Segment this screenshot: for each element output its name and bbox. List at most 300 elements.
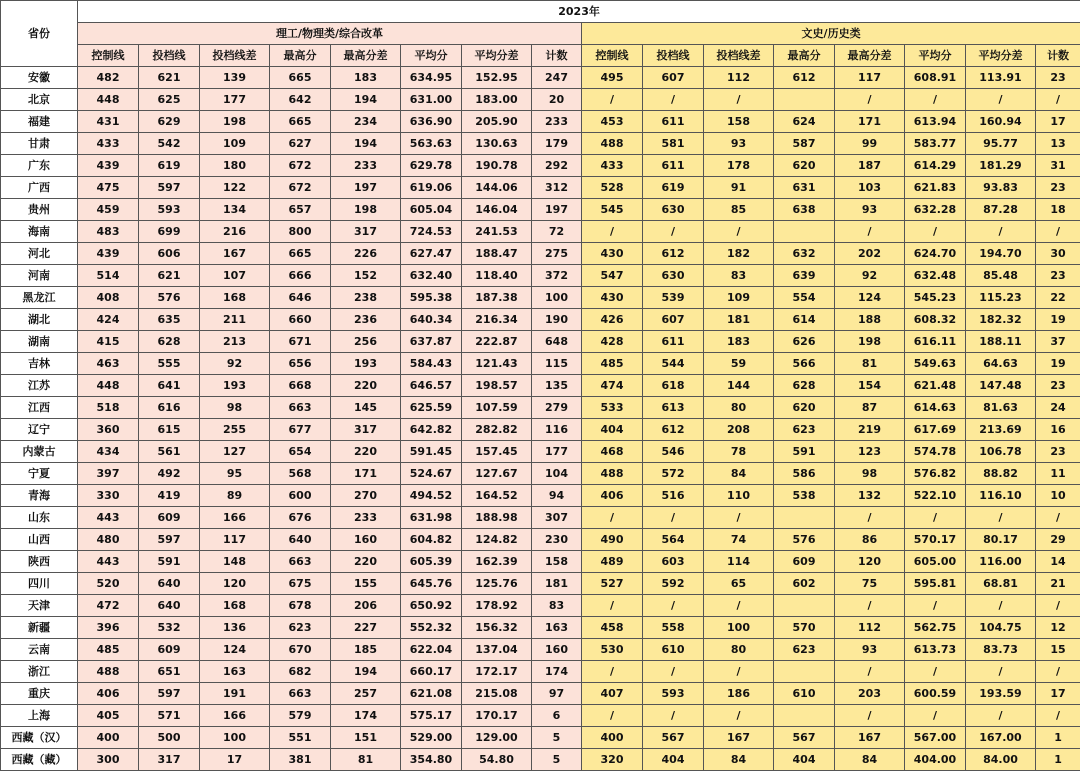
arts-value-cell: 453: [582, 111, 643, 133]
arts-value-cell: 621.83: [905, 177, 966, 199]
science-value-cell: 137.04: [462, 639, 532, 661]
science-value-cell: 650.92: [401, 595, 462, 617]
science-value-cell: 222.87: [462, 331, 532, 353]
table-row: [1, 133, 1080, 155]
arts-value-cell: 19: [1036, 309, 1080, 331]
arts-value-cell: 613.94: [905, 111, 966, 133]
arts-value-cell: 59: [704, 353, 774, 375]
arts-value-cell: 593: [643, 683, 704, 705]
science-value-cell: 109: [200, 133, 270, 155]
arts-value-cell: 623: [774, 639, 835, 661]
science-value-cell: 439: [78, 155, 139, 177]
arts-value-cell: /: [643, 595, 704, 617]
arts-value-cell: 160.94: [966, 111, 1036, 133]
arts-value-cell: 614.63: [905, 397, 966, 419]
science-value-cell: 188.47: [462, 243, 532, 265]
table-row: [1, 353, 1080, 375]
arts-value-cell: 80: [704, 397, 774, 419]
arts-value-cell: 23: [1036, 265, 1080, 287]
arts-value-cell: [774, 221, 835, 243]
science-value-cell: 129.00: [462, 727, 532, 749]
science-value-cell: 257: [331, 683, 401, 705]
science-value-cell: 234: [331, 111, 401, 133]
science-value-cell: 576: [139, 287, 200, 309]
science-value-cell: 640: [139, 595, 200, 617]
arts-value-cell: 614.29: [905, 155, 966, 177]
science-value-cell: 220: [331, 551, 401, 573]
province-cell: 山东: [1, 507, 78, 529]
arts-value-cell: /: [966, 507, 1036, 529]
arts-value-cell: 617.69: [905, 419, 966, 441]
arts-value-cell: 544: [643, 353, 704, 375]
arts-value-cell: 620: [774, 397, 835, 419]
arts-value-cell: 78: [704, 441, 774, 463]
arts-value-cell: 623: [774, 419, 835, 441]
column-header-row: [1, 45, 1080, 67]
science-value-cell: 174: [532, 661, 582, 683]
science-value-cell: 593: [139, 199, 200, 221]
science-value-cell: 130.63: [462, 133, 532, 155]
year-row: [1, 1, 1080, 23]
science-value-cell: 615: [139, 419, 200, 441]
science-value-cell: 193: [331, 353, 401, 375]
science-value-cell: 145: [331, 397, 401, 419]
arts-value-cell: 124: [835, 287, 905, 309]
science-value-cell: 621.08: [401, 683, 462, 705]
table-row: [1, 287, 1080, 309]
science-value-cell: 6: [532, 705, 582, 727]
science-value-cell: 448: [78, 375, 139, 397]
arts-column-header: 投档线: [643, 45, 704, 67]
science-column-header: 计数: [532, 45, 582, 67]
science-value-cell: 645.76: [401, 573, 462, 595]
science-value-cell: 160: [331, 529, 401, 551]
arts-value-cell: [774, 705, 835, 727]
science-value-cell: 433: [78, 133, 139, 155]
science-value-cell: 213: [200, 331, 270, 353]
arts-value-cell: 203: [835, 683, 905, 705]
science-value-cell: 292: [532, 155, 582, 177]
arts-value-cell: /: [643, 89, 704, 111]
science-value-cell: 591: [139, 551, 200, 573]
arts-value-cell: 564: [643, 529, 704, 551]
arts-value-cell: 68.81: [966, 573, 1036, 595]
table-row: [1, 529, 1080, 551]
science-value-cell: 606: [139, 243, 200, 265]
science-value-cell: 671: [270, 331, 331, 353]
table-row: [1, 683, 1080, 705]
arts-value-cell: 567: [643, 727, 704, 749]
science-value-cell: 676: [270, 507, 331, 529]
arts-value-cell: 99: [835, 133, 905, 155]
arts-value-cell: /: [704, 89, 774, 111]
arts-value-cell: 527: [582, 573, 643, 595]
arts-value-cell: 83.73: [966, 639, 1036, 661]
arts-value-cell: 83: [704, 265, 774, 287]
arts-value-cell: 545.23: [905, 287, 966, 309]
arts-column-header: 平均分: [905, 45, 966, 67]
arts-value-cell: 1: [1036, 749, 1080, 771]
arts-value-cell: 87.28: [966, 199, 1036, 221]
science-value-cell: 152: [331, 265, 401, 287]
arts-value-cell: 186: [704, 683, 774, 705]
science-value-cell: 178.92: [462, 595, 532, 617]
table-row: [1, 639, 1080, 661]
arts-value-cell: 154: [835, 375, 905, 397]
arts-value-cell: 171: [835, 111, 905, 133]
science-value-cell: 634.95: [401, 67, 462, 89]
science-value-cell: 372: [532, 265, 582, 287]
science-value-cell: 198: [200, 111, 270, 133]
arts-value-cell: 147.48: [966, 375, 1036, 397]
science-value-cell: 5: [532, 727, 582, 749]
arts-value-cell: 81.63: [966, 397, 1036, 419]
table-row: [1, 221, 1080, 243]
science-value-cell: 172.17: [462, 661, 532, 683]
arts-value-cell: 112: [835, 617, 905, 639]
science-value-cell: 170.17: [462, 705, 532, 727]
arts-value-cell: /: [905, 221, 966, 243]
table-row: [1, 309, 1080, 331]
arts-value-cell: 109: [704, 287, 774, 309]
science-value-cell: 98: [200, 397, 270, 419]
arts-value-cell: 614: [774, 309, 835, 331]
arts-value-cell: 29: [1036, 529, 1080, 551]
arts-value-cell: 488: [582, 463, 643, 485]
arts-value-cell: /: [643, 661, 704, 683]
science-value-cell: 194: [331, 133, 401, 155]
science-value-cell: 555: [139, 353, 200, 375]
arts-value-cell: 570: [774, 617, 835, 639]
arts-value-cell: 613.73: [905, 639, 966, 661]
arts-value-cell: 182.32: [966, 309, 1036, 331]
arts-value-cell: [774, 661, 835, 683]
science-value-cell: 216: [200, 221, 270, 243]
science-value-cell: 139: [200, 67, 270, 89]
science-value-cell: 166: [200, 705, 270, 727]
table-body: [1, 67, 1080, 771]
science-value-cell: 443: [78, 551, 139, 573]
arts-value-cell: /: [966, 221, 1036, 243]
arts-value-cell: 545: [582, 199, 643, 221]
arts-value-cell: 116.10: [966, 485, 1036, 507]
science-value-cell: 168: [200, 287, 270, 309]
arts-value-cell: 198: [835, 331, 905, 353]
province-cell: 天津: [1, 595, 78, 617]
province-cell: 海南: [1, 221, 78, 243]
arts-value-cell: 404.00: [905, 749, 966, 771]
science-value-cell: 605.04: [401, 199, 462, 221]
arts-value-cell: 84: [835, 749, 905, 771]
science-value-cell: 220: [331, 375, 401, 397]
arts-value-cell: 632: [774, 243, 835, 265]
arts-value-cell: 522.10: [905, 485, 966, 507]
science-value-cell: 270: [331, 485, 401, 507]
science-value-cell: 682: [270, 661, 331, 683]
science-value-cell: 5: [532, 749, 582, 771]
province-cell: 宁夏: [1, 463, 78, 485]
arts-value-cell: 474: [582, 375, 643, 397]
science-value-cell: 609: [139, 507, 200, 529]
science-value-cell: 629: [139, 111, 200, 133]
arts-value-cell: 14: [1036, 551, 1080, 573]
science-value-cell: 81: [331, 749, 401, 771]
year-header: 2023年: [78, 1, 1080, 23]
science-value-cell: 640: [139, 573, 200, 595]
group-row: [1, 23, 1080, 45]
science-value-cell: 631.00: [401, 89, 462, 111]
arts-value-cell: /: [905, 89, 966, 111]
arts-value-cell: /: [582, 705, 643, 727]
arts-value-cell: 407: [582, 683, 643, 705]
arts-value-cell: 618: [643, 375, 704, 397]
science-value-cell: 233: [331, 507, 401, 529]
arts-value-cell: 19: [1036, 353, 1080, 375]
science-value-cell: 97: [532, 683, 582, 705]
arts-value-cell: 592: [643, 573, 704, 595]
science-value-cell: 163: [200, 661, 270, 683]
science-value-cell: 181: [532, 573, 582, 595]
science-value-cell: 312: [532, 177, 582, 199]
science-column-header: 平均分: [401, 45, 462, 67]
arts-value-cell: 489: [582, 551, 643, 573]
arts-value-cell: 613: [643, 397, 704, 419]
science-value-cell: 665: [270, 111, 331, 133]
province-cell: 西藏（藏）: [1, 749, 78, 771]
science-value-cell: 275: [532, 243, 582, 265]
arts-value-cell: 488: [582, 133, 643, 155]
arts-column-header: 最高分: [774, 45, 835, 67]
arts-column-header: 最高分差: [835, 45, 905, 67]
science-value-cell: 155: [331, 573, 401, 595]
arts-value-cell: 630: [643, 265, 704, 287]
science-value-cell: 605.39: [401, 551, 462, 573]
arts-value-cell: /: [835, 705, 905, 727]
science-value-cell: 54.80: [462, 749, 532, 771]
arts-value-cell: 533: [582, 397, 643, 419]
arts-value-cell: 110: [704, 485, 774, 507]
arts-value-cell: /: [643, 221, 704, 243]
science-value-cell: 136: [200, 617, 270, 639]
arts-value-cell: 586: [774, 463, 835, 485]
science-value-cell: 575.17: [401, 705, 462, 727]
science-value-cell: 238: [331, 287, 401, 309]
science-value-cell: 415: [78, 331, 139, 353]
arts-value-cell: 1: [1036, 727, 1080, 749]
province-cell: 内蒙古: [1, 441, 78, 463]
arts-value-cell: 621.48: [905, 375, 966, 397]
arts-value-cell: /: [704, 661, 774, 683]
science-value-cell: 500: [139, 727, 200, 749]
science-value-cell: 619.06: [401, 177, 462, 199]
science-value-cell: 542: [139, 133, 200, 155]
arts-value-cell: 93: [835, 199, 905, 221]
arts-value-cell: /: [966, 705, 1036, 727]
arts-value-cell: 88.82: [966, 463, 1036, 485]
science-value-cell: 197: [331, 177, 401, 199]
table-row: [1, 463, 1080, 485]
science-value-cell: 307: [532, 507, 582, 529]
science-value-cell: 354.80: [401, 749, 462, 771]
science-value-cell: 518: [78, 397, 139, 419]
arts-value-cell: /: [905, 507, 966, 529]
arts-value-cell: /: [905, 705, 966, 727]
science-value-cell: 595.38: [401, 287, 462, 309]
arts-value-cell: 639: [774, 265, 835, 287]
arts-value-cell: /: [643, 705, 704, 727]
table-row: [1, 485, 1080, 507]
arts-value-cell: 30: [1036, 243, 1080, 265]
science-value-cell: 621: [139, 265, 200, 287]
science-value-cell: 107: [200, 265, 270, 287]
science-value-cell: 642: [270, 89, 331, 111]
science-value-cell: 300: [78, 749, 139, 771]
province-cell: 上海: [1, 705, 78, 727]
arts-value-cell: 620: [774, 155, 835, 177]
arts-value-cell: 624: [774, 111, 835, 133]
science-value-cell: 488: [78, 661, 139, 683]
science-value-cell: 185: [331, 639, 401, 661]
arts-value-cell: /: [1036, 507, 1080, 529]
arts-value-cell: 81: [835, 353, 905, 375]
arts-value-cell: 581: [643, 133, 704, 155]
arts-column-header: 控制线: [582, 45, 643, 67]
arts-value-cell: 86: [835, 529, 905, 551]
arts-value-cell: 167: [704, 727, 774, 749]
table-row: [1, 375, 1080, 397]
arts-value-cell: 631: [774, 177, 835, 199]
province-cell: 湖南: [1, 331, 78, 353]
science-value-cell: 724.53: [401, 221, 462, 243]
science-value-cell: 563.63: [401, 133, 462, 155]
science-value-cell: 164.52: [462, 485, 532, 507]
science-value-cell: 121.43: [462, 353, 532, 375]
science-value-cell: 636.90: [401, 111, 462, 133]
science-value-cell: 236: [331, 309, 401, 331]
arts-value-cell: /: [582, 661, 643, 683]
science-value-cell: 230: [532, 529, 582, 551]
arts-value-cell: 616.11: [905, 331, 966, 353]
arts-value-cell: 182: [704, 243, 774, 265]
science-value-cell: 419: [139, 485, 200, 507]
arts-group-header: 文史/历史类: [582, 23, 1080, 45]
arts-value-cell: 87: [835, 397, 905, 419]
arts-value-cell: /: [905, 661, 966, 683]
arts-value-cell: 605.00: [905, 551, 966, 573]
province-cell: 河南: [1, 265, 78, 287]
arts-value-cell: 570.17: [905, 529, 966, 551]
arts-value-cell: 15: [1036, 639, 1080, 661]
arts-value-cell: 103: [835, 177, 905, 199]
science-value-cell: 632.40: [401, 265, 462, 287]
science-value-cell: 609: [139, 639, 200, 661]
science-value-cell: 193: [200, 375, 270, 397]
arts-value-cell: 17: [1036, 111, 1080, 133]
arts-value-cell: 612: [643, 243, 704, 265]
science-value-cell: 118.40: [462, 265, 532, 287]
arts-value-cell: 495: [582, 67, 643, 89]
arts-value-cell: 591: [774, 441, 835, 463]
science-value-cell: 800: [270, 221, 331, 243]
arts-value-cell: /: [835, 595, 905, 617]
science-value-cell: 552.32: [401, 617, 462, 639]
province-cell: 广西: [1, 177, 78, 199]
arts-value-cell: 404: [774, 749, 835, 771]
science-value-cell: 625: [139, 89, 200, 111]
arts-value-cell: 574.78: [905, 441, 966, 463]
science-value-cell: 330: [78, 485, 139, 507]
science-value-cell: 227: [331, 617, 401, 639]
arts-value-cell: 100: [704, 617, 774, 639]
science-value-cell: 568: [270, 463, 331, 485]
table-row: [1, 595, 1080, 617]
arts-value-cell: /: [835, 661, 905, 683]
province-cell: 甘肃: [1, 133, 78, 155]
arts-value-cell: 458: [582, 617, 643, 639]
arts-value-cell: 558: [643, 617, 704, 639]
arts-value-cell: 202: [835, 243, 905, 265]
science-value-cell: 492: [139, 463, 200, 485]
science-value-cell: 162.39: [462, 551, 532, 573]
arts-value-cell: 92: [835, 265, 905, 287]
arts-value-cell: 638: [774, 199, 835, 221]
arts-value-cell: 400: [582, 727, 643, 749]
science-value-cell: 233: [532, 111, 582, 133]
arts-value-cell: 116.00: [966, 551, 1036, 573]
science-value-cell: 215.08: [462, 683, 532, 705]
science-value-cell: 472: [78, 595, 139, 617]
science-value-cell: 256: [331, 331, 401, 353]
science-value-cell: 255: [200, 419, 270, 441]
arts-value-cell: /: [1036, 661, 1080, 683]
arts-value-cell: /: [582, 89, 643, 111]
science-value-cell: 183: [331, 67, 401, 89]
science-value-cell: 190: [532, 309, 582, 331]
arts-value-cell: 93: [704, 133, 774, 155]
science-value-cell: 561: [139, 441, 200, 463]
arts-value-cell: 608.32: [905, 309, 966, 331]
arts-value-cell: 181: [704, 309, 774, 331]
table-row: [1, 397, 1080, 419]
science-value-cell: 483: [78, 221, 139, 243]
arts-value-cell: 75: [835, 573, 905, 595]
arts-value-cell: 546: [643, 441, 704, 463]
province-cell: 吉林: [1, 353, 78, 375]
arts-value-cell: 468: [582, 441, 643, 463]
province-cell: 江西: [1, 397, 78, 419]
science-value-cell: 600: [270, 485, 331, 507]
science-value-cell: 459: [78, 199, 139, 221]
science-value-cell: 174: [331, 705, 401, 727]
arts-value-cell: 17: [1036, 683, 1080, 705]
table-header: [1, 1, 1080, 67]
arts-value-cell: 84.00: [966, 749, 1036, 771]
science-column-header: 投档线: [139, 45, 200, 67]
science-value-cell: 180: [200, 155, 270, 177]
arts-value-cell: 562.75: [905, 617, 966, 639]
province-cell: 江苏: [1, 375, 78, 397]
arts-value-cell: 404: [643, 749, 704, 771]
arts-value-cell: 188: [835, 309, 905, 331]
province-cell: 湖北: [1, 309, 78, 331]
science-value-cell: 198: [331, 199, 401, 221]
science-value-cell: 646.57: [401, 375, 462, 397]
science-value-cell: 279: [532, 397, 582, 419]
arts-value-cell: 320: [582, 749, 643, 771]
science-value-cell: 670: [270, 639, 331, 661]
science-value-cell: 127: [200, 441, 270, 463]
arts-value-cell: 123: [835, 441, 905, 463]
